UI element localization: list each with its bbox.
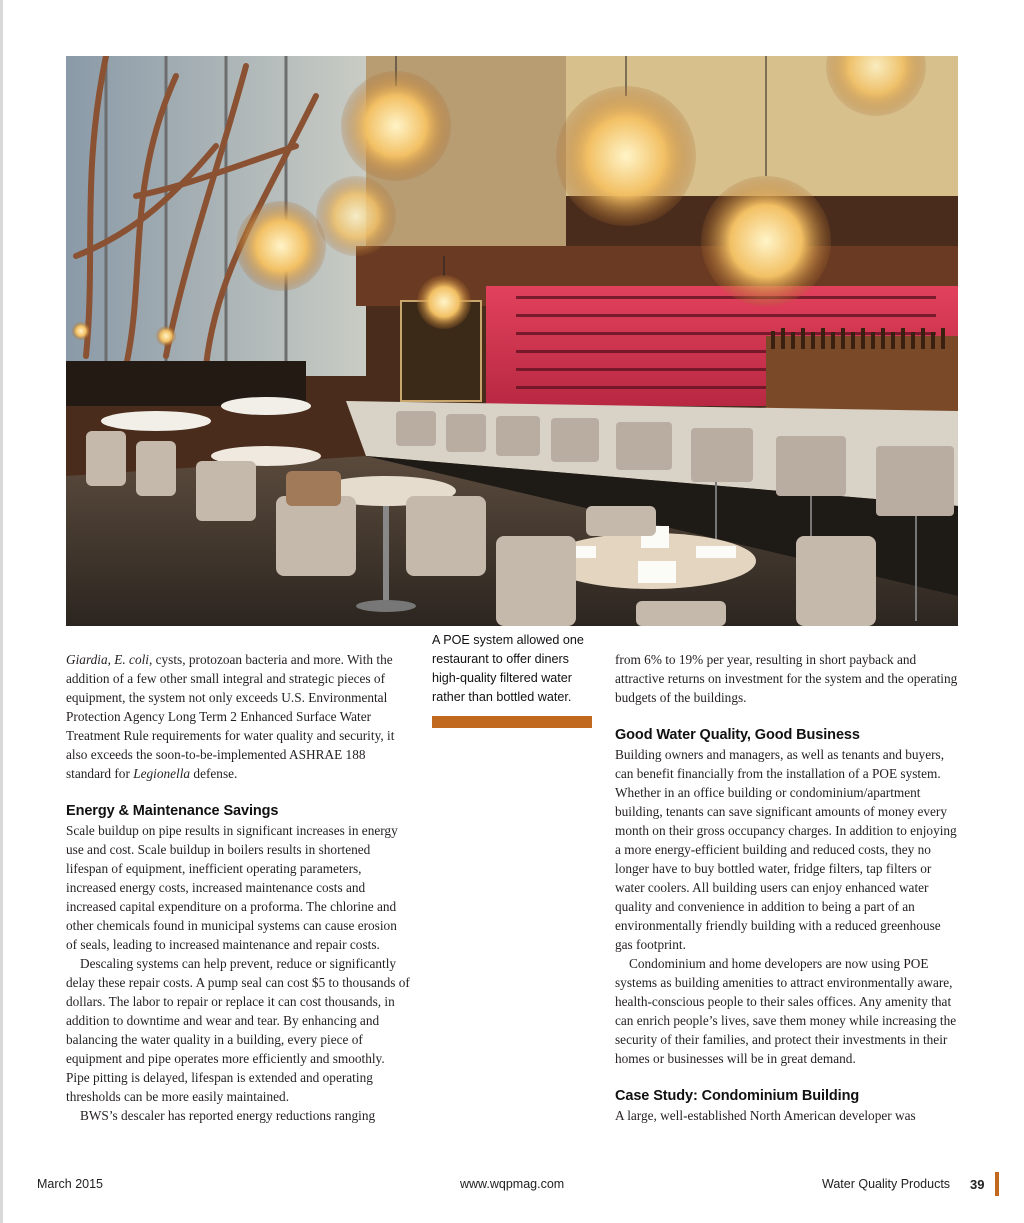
paragraph: Descaling systems can help prevent, reduce or significantly delay these repair costs. A pump seal can cost $5 to thousands of dollars. The labor to repair or replace it can cost thousands, in addition to downtime and wear and tear. By enhancing and balancing the water quality in a building, every piece of equipment and pipe operates more efficiently and smoothly. Pipe pitting is delayed, lifespan is extended and operating thresholds can be more easily maintained.: [66, 956, 410, 1104]
section-heading-case-study: Case Study: Condominium Building: [615, 1088, 860, 1104]
text-column-right: [615, 650, 960, 1125]
paragraph: Giardia, E. coli, cysts, protozoan bacteria and more. With the addition of a few other small integral and strategic pieces of equipment, the system not only exceeds U.S. Environmental Protection Agency Long Term 2 Enhanced Surface Water Treatment Rule requirements for water quality and security, it also exceeds the soon-to-be-implemented ASHRAE 188 standard for Legionella defense.: [66, 652, 395, 781]
footer-accent-bar: [995, 1172, 999, 1196]
paragraph: Building owners and managers, as well as tenants and buyers, can benefit financially from the installation of a POE system. Whether in an office building or condominium/apartment building, tenants can save significant amounts of money every month on their gross occupancy charges. In addition to enjoying a more energy-efficient building and reduced costs, they no longer have to buy bottled water, fridge filters, tap filters or water coolers. All building users can enjoy enhanced water quality and convenience in addition to being a part of an environmentally friendly building with a reduced greenhouse gas footprint.: [615, 747, 957, 952]
section-heading-quality: Good Water Quality, Good Business: [615, 727, 860, 743]
page-edge: [0, 0, 3, 1223]
footer-date: March 2015: [37, 1177, 104, 1191]
section-heading-energy: Energy & Maintenance Savings: [66, 803, 279, 819]
caption-accent-bar: [432, 716, 592, 728]
paragraph: from 6% to 19% per year, resulting in short payback and attractive returns on investment for the system and the operating budgets of the buildings.: [615, 652, 958, 705]
paragraph: Condominium and home developers are now using POE systems as building amenities to attract environmentally aware, health-conscious people to their sales offices. Any amenity that can enrich people’s lives, save them money while increasing the security of their families, and protect their investments in their homes or businesses will be in great demand.: [615, 956, 957, 1066]
restaurant-photo: [66, 56, 958, 626]
page-number: 39: [970, 1177, 985, 1192]
paragraph: Scale buildup on pipe results in significant increases in energy use and cost. Scale buildup in boilers results in shortened lifespan of equipment, inefficient operating parameters, increased energy costs, increased maintenance costs and increased capital expenditure on a proforma. The chlorine and other chemicals found in municipal systems can cause erosion of seals, leading to increased maintenance and repair costs.: [66, 823, 398, 952]
footer-publication: Water Quality Products: [822, 1177, 951, 1191]
photo-caption: A POE system allowed one restaurant to offer diners high-quality filtered water rather than bottled water.: [432, 633, 584, 704]
paragraph: BWS’s descaler has reported energy reductions ranging: [80, 1108, 376, 1123]
paragraph: A large, well-established North American developer was: [615, 1108, 916, 1123]
text-column-left: [66, 650, 410, 1125]
footer-url[interactable]: www.wqpmag.com: [460, 1177, 565, 1191]
